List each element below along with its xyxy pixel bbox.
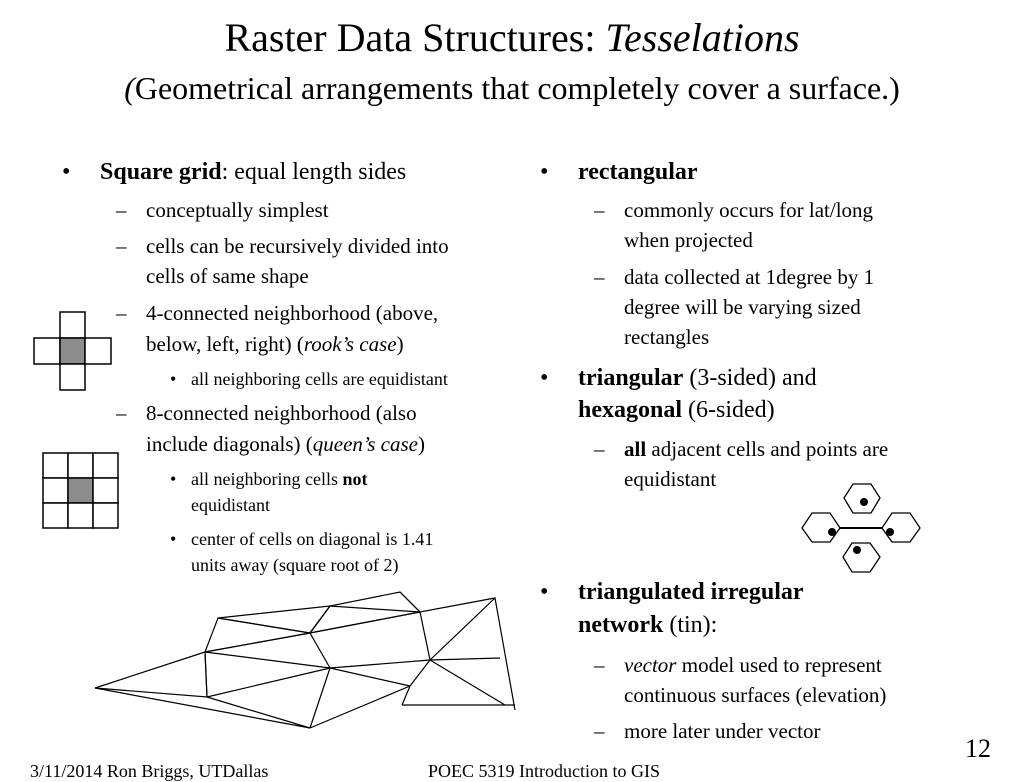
left-item-square-grid: Square grid: equal length sides <box>100 159 407 185</box>
right-item-tin-line1: triangulated irregular <box>578 579 804 605</box>
dash-marker: – <box>116 301 127 325</box>
right-item-tin-line2: network (tin): <box>578 612 718 638</box>
right-item-triangular-line2: hexagonal (6-sided) <box>578 397 775 423</box>
left-sub-4connected-line1: 4-connected neighborhood (above, <box>146 301 439 325</box>
slide-subtitle: (Geometrical arrangements that completely cover a surface.) <box>124 70 900 106</box>
right-sub-vector-line1: vector model used to represent <box>624 653 882 677</box>
slide-title: Raster Data Structures: Tesselations <box>224 15 800 60</box>
right-sub-degree-line2: degree will be varying sized <box>624 295 861 319</box>
right-sub-latlong-line1: commonly occurs for lat/long <box>624 198 874 222</box>
left-sub4-bullet1-line2: equidistant <box>191 495 270 515</box>
left-sub-recursive-line1: cells can be recursively divided into <box>146 234 449 258</box>
bullet-marker: • <box>540 159 549 185</box>
page-number: 12 <box>965 734 991 763</box>
right-sub-all-adjacent-line2: equidistant <box>624 467 717 491</box>
right-sub-vector-line2: continuous surfaces (elevation) <box>624 683 887 707</box>
dash-marker: – <box>594 719 605 743</box>
dash-marker: – <box>594 437 605 461</box>
right-sub-degree-line3: rectangles <box>624 325 710 349</box>
left-sub-8connected-line2: include diagonals) (queen’s case) <box>146 432 425 456</box>
dash-marker: – <box>116 234 127 258</box>
bullet-marker: • <box>170 529 177 549</box>
footer-date-author: 3/11/2014 Ron Briggs, UTDallas <box>30 761 269 781</box>
bullet-marker: • <box>540 365 549 391</box>
right-sub-degree-line1: data collected at 1degree by 1 <box>624 265 875 289</box>
dash-marker: – <box>594 265 605 289</box>
right-sub-more-later: more later under vector <box>624 719 821 743</box>
left-sub-8connected-line1: 8-connected neighborhood (also <box>146 401 417 425</box>
hexagon-diagram <box>800 484 925 574</box>
bullet-marker: • <box>540 579 549 605</box>
bullet-marker: • <box>170 369 177 389</box>
left-sub3-bullet: all neighboring cells are equidistant <box>191 369 448 389</box>
right-item-rectangular: rectangular <box>578 159 698 185</box>
left-sub4-bullet2-line2: units away (square root of 2) <box>191 555 399 575</box>
bullet-marker: • <box>62 159 71 185</box>
footer-course: POEC 5319 Introduction to GIS <box>428 761 660 781</box>
left-sub4-bullet2-line1: center of cells on diagonal is 1.41 <box>191 529 434 549</box>
dash-marker: – <box>116 401 127 425</box>
right-item-triangular-line1: triangular (3-sided) and <box>578 365 817 391</box>
right-sub-latlong-line2: when projected <box>624 228 753 252</box>
left-sub-4connected-line2: below, left, right) (rook’s case) <box>146 332 404 356</box>
dash-marker: – <box>594 653 605 677</box>
left-sub-conceptually: conceptually simplest <box>146 198 329 222</box>
dash-marker: – <box>116 198 127 222</box>
left-sub4-bullet1-line1: all neighboring cells not <box>191 469 368 489</box>
right-sub-all-adjacent-line1: all adjacent cells and points are <box>624 437 889 461</box>
dash-marker: – <box>594 198 605 222</box>
bullet-marker: • <box>170 469 177 489</box>
left-sub-recursive-line2: cells of same shape <box>146 264 309 288</box>
